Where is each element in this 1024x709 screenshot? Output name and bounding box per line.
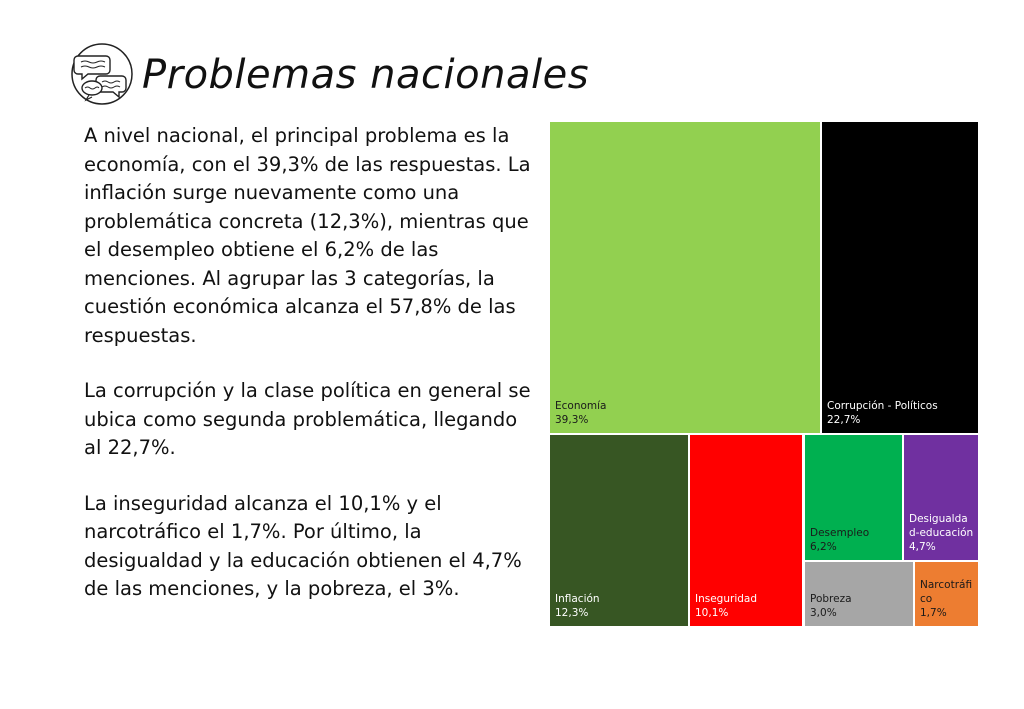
treemap-label-group <box>810 592 909 620</box>
treemap-cell-desigualdad-educacion <box>904 435 980 562</box>
paragraph-security: La inseguridad alcanza el 10,1% y el narcotráfico el 1,7%. Por último, la desigualdad y la educación obtienen el 4,7% de las menciones, y la pobreza, el 3%. <box>84 491 522 600</box>
treemap-cell-inseguridad <box>690 435 804 628</box>
treemap-label: Pobreza <box>810 593 852 605</box>
body-text <box>84 122 539 631</box>
treemap-label-group <box>555 592 684 620</box>
treemap-label: Narcotráfico <box>920 579 973 605</box>
paragraph-corruption: La corrupción y la clase política en general se ubica como segunda problemática, llegando al 22,7%. <box>84 379 531 459</box>
treemap-label: Economía <box>555 400 607 412</box>
treemap-label-group <box>827 399 974 427</box>
treemap-label-group <box>555 399 816 427</box>
problems-treemap <box>550 122 980 628</box>
treemap-value-label: 4,7% <box>909 541 936 553</box>
treemap-cell-pobreza <box>805 562 915 628</box>
treemap-label: Desempleo <box>810 527 870 539</box>
treemap-label-group <box>695 592 798 620</box>
treemap-value-label: 1,7% <box>920 607 947 619</box>
treemap-label: Inflación <box>555 593 600 605</box>
treemap-cell-narcotrafico <box>915 562 980 628</box>
treemap-value-label: 6,2% <box>810 541 837 553</box>
treemap-label: Inseguridad <box>695 593 758 605</box>
speech-bubbles-icon <box>70 42 134 106</box>
treemap-label-group <box>920 578 974 620</box>
treemap-label: Corrupción - Políticos <box>827 400 938 412</box>
treemap-value-label: 22,7% <box>827 414 861 426</box>
treemap-cell-economia <box>550 122 822 435</box>
treemap-value-label: 10,1% <box>695 607 729 619</box>
treemap-value-label: 3,0% <box>810 607 837 619</box>
treemap-value-label: 39,3% <box>555 414 589 426</box>
treemap-label: Desigualdad-educación <box>909 513 974 539</box>
treemap-cell-desempleo <box>805 435 904 562</box>
page-title: Problemas nacionales <box>142 52 590 98</box>
treemap-cell-inflacion <box>550 435 690 628</box>
treemap-label-group <box>810 526 898 554</box>
paragraph-economy: A nivel nacional, el principal problema es la economía, con el 39,3% de las respuestas. La inflación surge nuevamente como una problemática concreta (12,3%), mientras que el desempleo obtiene el 6,2% de las menciones. Al agrupar las 3 categorías, la cuestión económica alcanza el 57,8% de las respuestas. <box>84 124 531 347</box>
treemap-value-label: 12,3% <box>555 607 589 619</box>
treemap-cell-corrupcion-politicos <box>822 122 980 435</box>
treemap-label-group <box>909 512 974 554</box>
